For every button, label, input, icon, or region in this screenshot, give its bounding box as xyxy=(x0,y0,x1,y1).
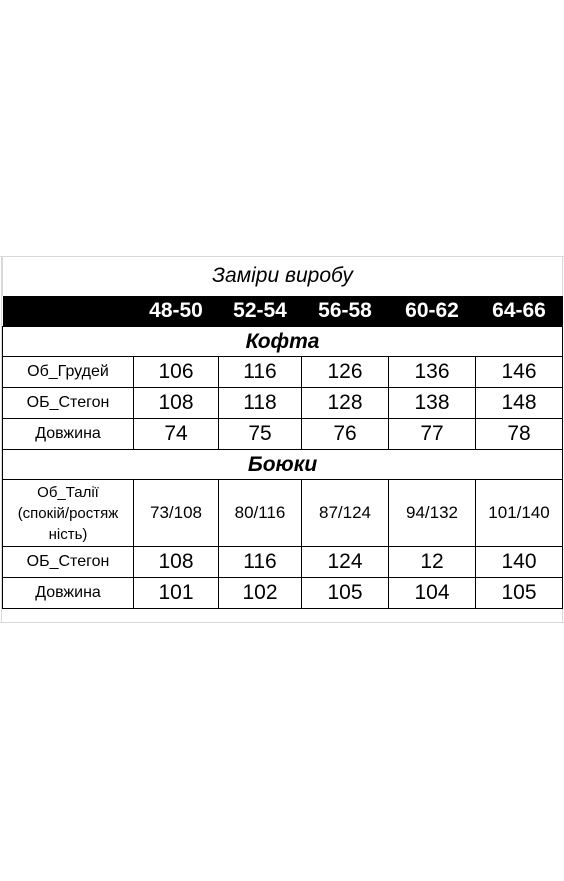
table-cell: 105 xyxy=(476,578,563,609)
table-cell: 80/116 xyxy=(219,480,302,547)
size-header: 60-62 xyxy=(389,296,476,327)
size-chart-table xyxy=(2,256,563,609)
row-label: Довжина xyxy=(3,419,134,450)
header-empty-cell xyxy=(3,296,134,327)
table-cell: 76 xyxy=(302,419,389,450)
table-cell: 126 xyxy=(302,357,389,388)
table-cell: 148 xyxy=(476,388,563,419)
table-row xyxy=(3,480,563,547)
size-header-row xyxy=(3,296,563,327)
table-title: Заміри виробу xyxy=(3,256,563,296)
table-cell: 118 xyxy=(219,388,302,419)
table-cell: 12 xyxy=(389,547,476,578)
row-label: Об_Грудей xyxy=(3,357,134,388)
table-cell: 146 xyxy=(476,357,563,388)
table-row xyxy=(3,419,563,450)
table-cell: 140 xyxy=(476,547,563,578)
table-cell: 101 xyxy=(134,578,219,609)
table-cell: 128 xyxy=(302,388,389,419)
table-cell: 124 xyxy=(302,547,389,578)
size-header: 52-54 xyxy=(219,296,302,327)
table-cell: 108 xyxy=(134,547,219,578)
table-cell: 116 xyxy=(219,357,302,388)
row-label: ОБ_Стегон xyxy=(3,547,134,578)
table-row xyxy=(3,357,563,388)
section-row-kofta xyxy=(3,327,563,357)
row-label-line: Об_Талії xyxy=(37,483,99,501)
size-chart-sheet xyxy=(0,256,564,626)
table-cell: 105 xyxy=(302,578,389,609)
section-row-boyuky xyxy=(3,450,563,480)
table-cell: 108 xyxy=(134,388,219,419)
table-row xyxy=(3,547,563,578)
table-cell: 73/108 xyxy=(134,480,219,547)
table-cell: 104 xyxy=(389,578,476,609)
table-cell: 78 xyxy=(476,419,563,450)
table-cell: 116 xyxy=(219,547,302,578)
row-label: Довжина xyxy=(3,578,134,609)
table-cell: 75 xyxy=(219,419,302,450)
table-cell: 106 xyxy=(134,357,219,388)
gridline xyxy=(0,622,564,623)
title-row xyxy=(3,256,563,296)
size-header: 56-58 xyxy=(302,296,389,327)
table-row xyxy=(3,578,563,609)
section-title: Боюки xyxy=(3,450,563,480)
table-cell: 138 xyxy=(389,388,476,419)
size-header: 64-66 xyxy=(476,296,563,327)
row-label-line: ність) xyxy=(48,525,88,543)
row-label-line: (спокій/ростяж xyxy=(17,504,119,522)
table-cell: 87/124 xyxy=(302,480,389,547)
table-cell: 74 xyxy=(134,419,219,450)
table-cell: 94/132 xyxy=(389,480,476,547)
table-cell: 77 xyxy=(389,419,476,450)
section-title: Кофта xyxy=(3,327,563,357)
table-cell: 136 xyxy=(389,357,476,388)
row-label-multiline xyxy=(3,480,134,547)
size-header: 48-50 xyxy=(134,296,219,327)
table-cell: 101/140 xyxy=(476,480,563,547)
table-cell: 102 xyxy=(219,578,302,609)
table-row xyxy=(3,388,563,419)
row-label: ОБ_Стегон xyxy=(3,388,134,419)
